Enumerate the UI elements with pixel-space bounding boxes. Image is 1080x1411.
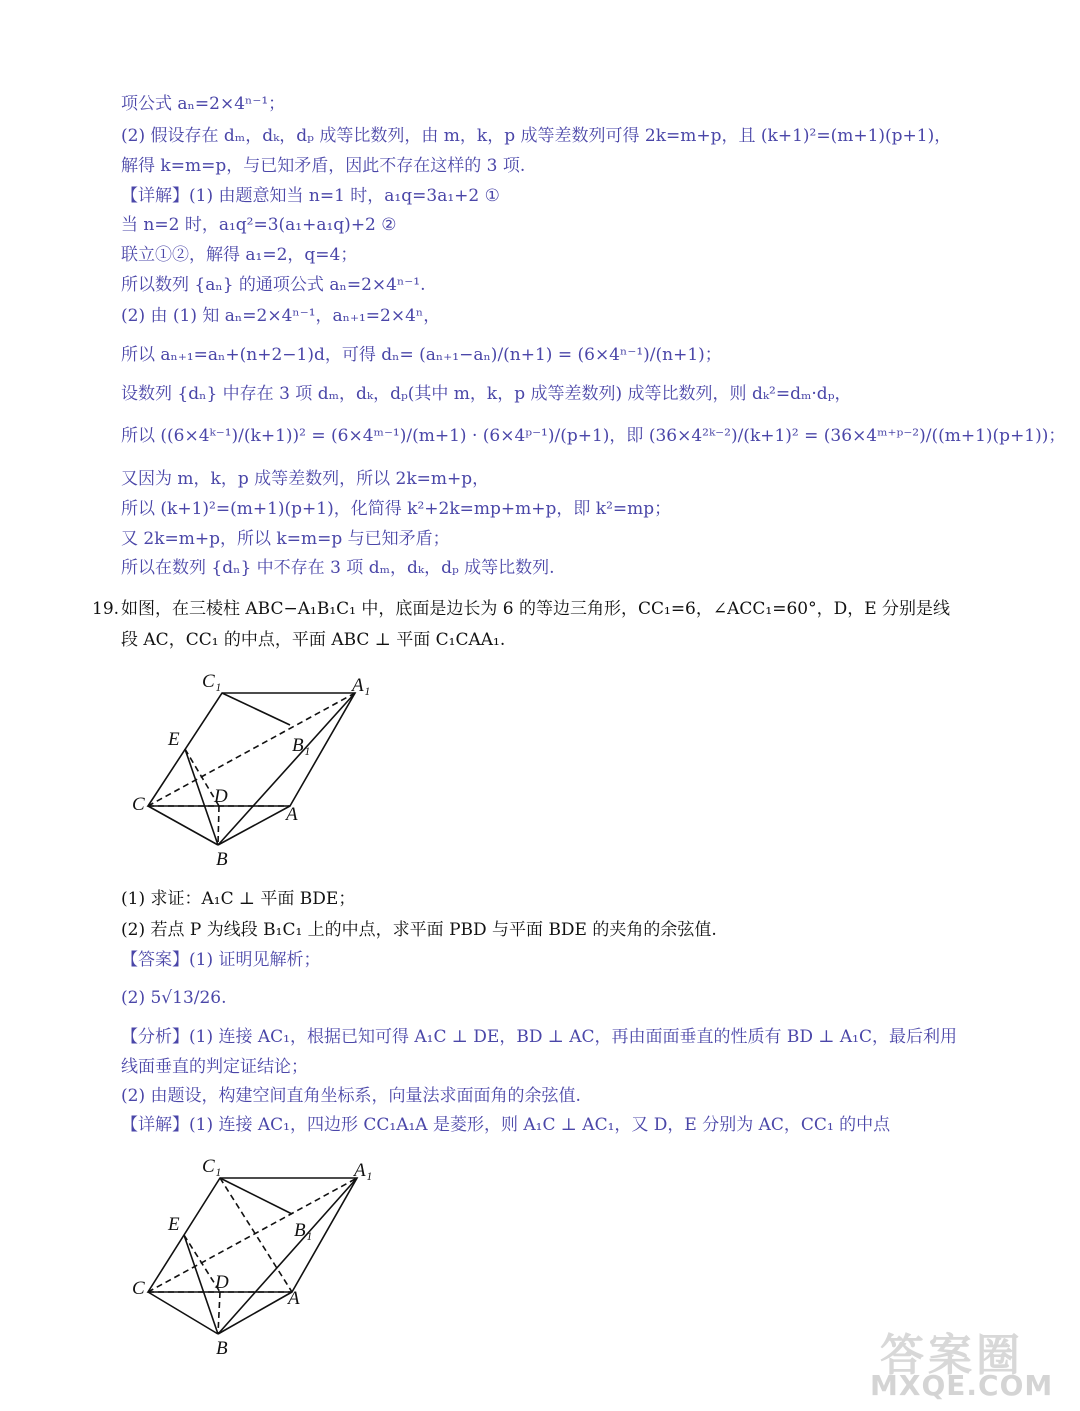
solution-line: 所以数列 {aₙ} 的通项公式 aₙ=2×4ⁿ⁻¹. — [121, 275, 426, 295]
label-b: B — [216, 1338, 228, 1359]
label-d: D — [215, 1272, 229, 1293]
label-b1: B₁ — [294, 1220, 313, 1241]
watermark-url: MXQE.COM — [870, 1369, 1054, 1402]
prism-figure — [120, 665, 390, 870]
analysis-line: 【分析】(1) 连接 AC₁，根据已知可得 A₁C ⊥ DE，BD ⊥ AC，再由面面垂直的性质有 BD ⊥ A₁C，最后利用 — [121, 1027, 957, 1047]
solution-line: 又 2k=m+p，所以 k=m=p 与已知矛盾； — [121, 529, 450, 549]
solution-line: (2) 由 (1) 知 aₙ=2×4ⁿ⁻¹，aₙ₊₁=2×4ⁿ， — [121, 306, 441, 326]
label-d: D — [214, 786, 228, 807]
figure-edge — [148, 1292, 218, 1334]
solution-line: 解得 k=m=p，与已知矛盾，因此不存在这样的 3 项. — [121, 156, 526, 176]
solution-line: 所以 aₙ₊₁=aₙ+(n+2−1)d，可得 dₙ= (aₙ₊₁−aₙ)/(n+1) = (6×4ⁿ⁻¹)/(n+1)； — [121, 345, 722, 365]
figure-edge — [222, 693, 290, 725]
label-e: E — [168, 1214, 180, 1235]
figure-edge — [148, 806, 218, 845]
question-part-2: (2) 若点 P 为线段 B₁C₁ 上的中点，求平面 PBD 与平面 BDE 的夹角的余弦值. — [121, 920, 717, 940]
label-a1: A₁ — [354, 1160, 373, 1181]
figure-dashed-edge — [218, 1292, 220, 1334]
label-c: C — [132, 1278, 145, 1299]
solution-line: 又因为 m，k，p 成等差数列，所以 2k=m+p， — [121, 469, 490, 489]
label-c: C — [132, 794, 145, 815]
analysis-line: (2) 由题设，构建空间直角坐标系，向量法求面面角的余弦值. — [121, 1086, 581, 1106]
figure-dashed-edge — [218, 806, 219, 845]
solution-line: 所以 (k+1)²=(m+1)(p+1)，化简得 k²+2k=mp+m+p，即 k²=mp； — [121, 499, 672, 519]
analysis-line: 线面垂直的判定证结论； — [121, 1057, 308, 1077]
answer-line: 【答案】(1) 证明见解析； — [121, 950, 321, 970]
figure-dashed-edge — [220, 1178, 292, 1292]
solution-line: 所以在数列 {dₙ} 中不存在 3 项 dₘ，dₖ，dₚ 成等比数列. — [121, 558, 555, 578]
prism-figure-solution — [120, 1152, 390, 1362]
question-number: 19. — [92, 599, 120, 619]
figure-edge — [218, 806, 290, 845]
solution-line: 【详解】(1) 由题意知当 n=1 时，a₁q=3a₁+2 ① — [121, 186, 500, 206]
solution-line: 联立①②，解得 a₁=2，q=4； — [121, 245, 358, 265]
watermark-logo — [870, 1319, 1060, 1405]
question-stem-line: 段 AC，CC₁ 的中点，平面 ABC ⊥ 平面 C₁CAA₁. — [121, 630, 506, 650]
watermark-text: 答案圈 — [880, 1330, 1024, 1381]
solution-line: 设数列 {dₙ} 中存在 3 项 dₘ，dₖ，dₚ(其中 m，k，p 成等差数列) 成等比数列，则 dₖ²=dₘ·dₚ， — [121, 384, 852, 404]
label-b: B — [216, 849, 228, 870]
label-c1: C₁ — [202, 1156, 222, 1177]
label-b1: B₁ — [292, 735, 311, 756]
solution-line: (2) 假设存在 dₘ，dₖ，dₚ 成等比数列，由 m，k，p 成等差数列可得 2k=m+p，且 (k+1)²=(m+1)(p+1)， — [121, 126, 952, 146]
label-c1: C₁ — [202, 671, 222, 692]
figure-edge — [184, 1235, 218, 1334]
solution-line: 所以 ((6×4ᵏ⁻¹)/(k+1))² = (6×4ᵐ⁻¹)/(m+1) · (6×4ᵖ⁻¹)/(p+1)，即 (36×4²ᵏ⁻²)/(k+1)² = (36×4ᵐ⁺ᵖ⁻²)/((m+1)(p+1))； — [121, 426, 1066, 446]
question-stem-line: 如图，在三棱柱 ABC−A₁B₁C₁ 中，底面是边长为 6 的等边三角形，CC₁=6，∠ACC₁=60°，D，E 分别是线 — [121, 599, 951, 619]
figure-edge — [218, 1292, 292, 1334]
detail-line: 【详解】(1) 连接 AC₁，四边形 CC₁A₁A 是菱形，则 A₁C ⊥ AC₁，又 D，E 分别为 AC，CC₁ 的中点 — [121, 1115, 891, 1135]
label-a: A — [288, 1288, 300, 1309]
answer-line: (2) 5√13/26. — [121, 988, 227, 1008]
label-e: E — [168, 729, 180, 750]
label-a1: A₁ — [352, 675, 371, 696]
solution-line: 项公式 aₙ=2×4ⁿ⁻¹； — [121, 94, 286, 114]
figure-edge — [218, 1178, 357, 1334]
solution-line: 当 n=2 时，a₁q²=3(a₁+a₁q)+2 ② — [121, 215, 397, 235]
question-part-1: (1) 求证：A₁C ⊥ 平面 BDE； — [121, 889, 356, 909]
label-a: A — [286, 804, 298, 825]
